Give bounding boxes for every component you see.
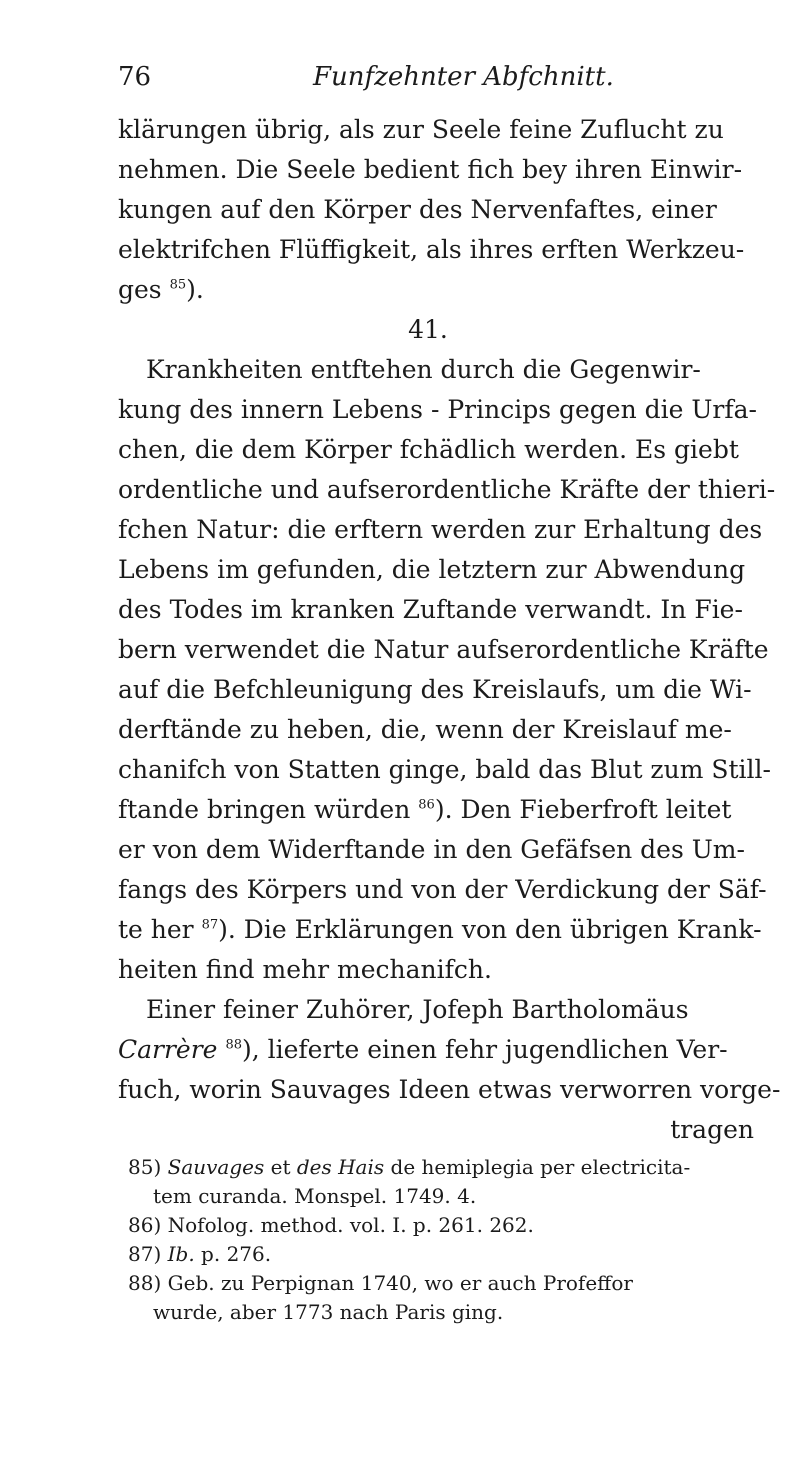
footnote-ibid: Ib. (167, 1242, 195, 1266)
footnote-reference: 88 (225, 1037, 242, 1053)
text-line: chanifch von Statten ginge, bald das Blut zum Still- (118, 755, 771, 784)
text-line (118, 1030, 778, 1070)
page-number: 76 (118, 62, 152, 92)
footnote-number: 85) (128, 1155, 162, 1179)
text-line: nehmen. Die Seele bedient fich bey ihren Einwir- (118, 155, 743, 184)
footnotes (128, 1153, 778, 1327)
running-head: Funfzehnter Abfchnitt. (313, 62, 614, 92)
text-fragment: ). (186, 275, 204, 304)
person-name: Carrère (118, 1035, 218, 1064)
text-line: fchen Natur: die erftern werden zur Erhaltung des (118, 515, 763, 544)
text-fragment: ftande bringen würden (118, 795, 411, 824)
text-line: kung des innern Lebens - Princips gegen die Urfa- (118, 395, 757, 424)
text-line: heiten find mehr mechanifch. (118, 955, 492, 984)
text-fragment: ). Die Erklärungen von den übrigen Krank- (218, 915, 762, 944)
footnote-86 (128, 1211, 778, 1240)
footnote-88 (128, 1269, 778, 1298)
text-line: des Todes im kranken Zuftande verwandt. In Fie- (118, 595, 743, 624)
catchword: tragen (670, 1115, 754, 1144)
text-line: elektrifchen Flüffigkeit, als ihres erften Werkzeu- (118, 235, 745, 264)
footnote-author: des Hais (296, 1155, 385, 1179)
text-fragment: ), lieferte einen fehr jugendlichen Ver- (241, 1035, 728, 1064)
footnote-87 (128, 1240, 778, 1269)
footnote-author: Sauvages (167, 1155, 265, 1179)
text-line (118, 790, 778, 830)
text-line: er von dem Widerftande in den Gefäfsen des Um- (118, 835, 745, 864)
footnote-number: 88) (128, 1271, 162, 1295)
footnote-number: 86) (128, 1213, 162, 1237)
text-line: fangs des Körpers und von der Verdickung der Säf- (118, 875, 767, 904)
text-line: Lebens im gefunden, die letztern zur Abwendung (118, 555, 746, 584)
footnote-text: de hemiplegia per electricita- (390, 1155, 691, 1179)
text-line (118, 910, 778, 950)
footnote-continuation: tem curanda. Monspel. 1749. 4. (153, 1184, 477, 1208)
text-line: fuch, worin Sauvages Ideen etwas verworren vorge- (118, 1075, 781, 1104)
footnote-text: p. 276. (201, 1242, 272, 1266)
text-line: Einer feiner Zuhörer, Jofeph Bartholomäus (146, 995, 689, 1024)
body-text (118, 110, 781, 1150)
footnote-continuation: wurde, aber 1773 nach Paris ging. (153, 1300, 504, 1324)
text-line: bern verwendet die Natur aufserordentliche Kräfte (118, 635, 769, 664)
footnote-reference: 86 (418, 797, 435, 813)
text-fragment: ). Den Fieberfroft leitet (434, 795, 732, 824)
text-line: auf die Befchleunigung des Kreislaufs, um die Wi- (118, 675, 752, 704)
footnote-text: Geb. zu Perpignan 1740, wo er auch Profeffor (167, 1271, 633, 1295)
footnote-text: Nofolog. method. vol. I. p. 261. 262. (167, 1213, 534, 1237)
section-number: 41. (408, 315, 448, 344)
text-line: chen, die dem Körper fchädlich werden. Es giebt (118, 435, 739, 464)
text-line: ordentliche und aufserordentliche Kräfte der thieri- (118, 475, 776, 504)
text-line: Krankheiten entftehen durch die Gegenwir- (146, 355, 701, 384)
footnote-85 (128, 1153, 778, 1182)
footnote-text: et (270, 1155, 291, 1179)
text-fragment: ges (118, 275, 162, 304)
footnote-reference: 85 (169, 277, 187, 293)
text-line: klärungen übrig, als zur Seele feine Zuflucht zu (118, 115, 724, 144)
text-line (118, 270, 778, 310)
text-line: kungen auf den Körper des Nervenfaftes, einer (118, 195, 717, 224)
footnote-reference: 87 (201, 917, 219, 933)
footnote-number: 87) (128, 1242, 162, 1266)
page-header (118, 62, 718, 102)
text-fragment: te her (118, 915, 194, 944)
text-line: derftände zu heben, die, wenn der Kreislauf me- (118, 715, 732, 744)
